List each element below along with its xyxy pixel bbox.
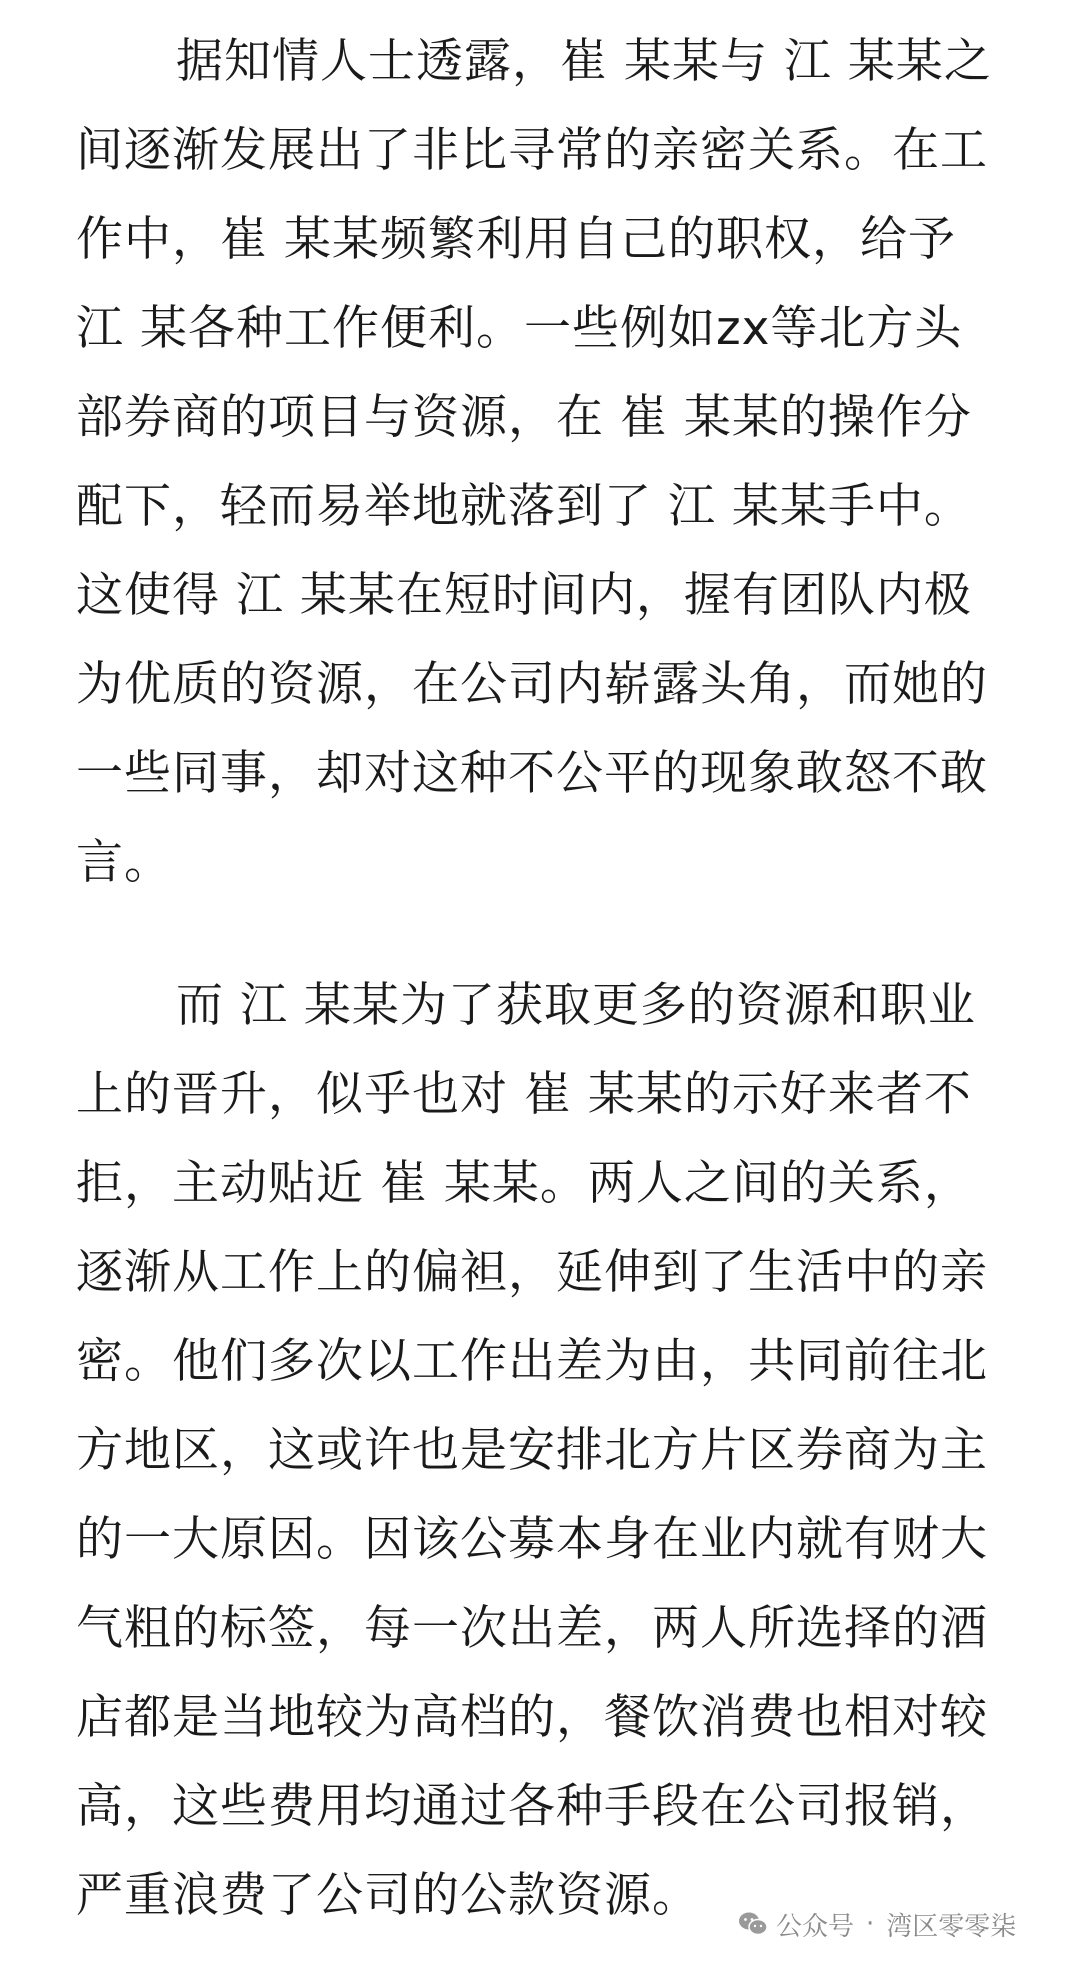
wechat-icon xyxy=(738,1911,768,1937)
text-line: 而 江 某某为了获取更多的资源和职业 xyxy=(176,978,976,1033)
text-line: 的一大原因。因该公募本身在业内就有财大 xyxy=(76,1512,988,1567)
text-line: 上的晋升，似乎也对 崔 某某的示好来者不 xyxy=(76,1067,972,1122)
text-line: 逐渐从工作上的偏袒，延伸到了生活中的亲 xyxy=(76,1245,988,1300)
text-line: 严重浪费了公司的公款资源。 xyxy=(76,1868,700,1923)
text-line: 部券商的项目与资源，在 崔 某某的操作分 xyxy=(76,390,972,445)
text-line: 间逐渐发展出了非比寻常的亲密关系。在工 xyxy=(76,123,988,178)
watermark-account: 湾区零零柒 xyxy=(886,1911,1017,1942)
text-line: 配下，轻而易举地就落到了 江 某某手中。 xyxy=(76,479,972,534)
text-line: 拒，主动贴近 崔 某某。两人之间的关系， xyxy=(76,1156,972,1211)
text-line: 一些同事，却对这种不公平的现象敢怒不敢 xyxy=(76,746,988,801)
text-line: 据知情人士透露，崔 某某与 江 某某之 xyxy=(176,34,992,89)
watermark-separator: · xyxy=(866,1909,875,1939)
text-line: 为优质的资源，在公司内崭露头角，而她的 xyxy=(76,657,988,712)
paragraph-2 xyxy=(76,961,1016,1940)
text-line: 气粗的标签，每一次出差，两人所选择的酒 xyxy=(76,1601,988,1656)
text-line: 言。 xyxy=(76,835,172,890)
text-line: 密。他们多次以工作出差为由，共同前往北 xyxy=(76,1334,988,1389)
text-line: 店都是当地较为高档的，餐饮消费也相对较 xyxy=(76,1690,988,1745)
text-line: 作中，崔 某某频繁利用自己的职权，给予 xyxy=(76,212,956,267)
watermark-label: 公众号 xyxy=(776,1911,855,1942)
text-line: 方地区，这或许也是安排北方片区券商为主 xyxy=(76,1423,988,1478)
text-line: 江 某各种工作便利。一些例如zx等北方头 xyxy=(76,301,963,356)
text-line: 高，这些费用均通过各种手段在公司报销， xyxy=(76,1779,988,1834)
text-line: 这使得 江 某某在短时间内，握有团队内极 xyxy=(76,568,972,623)
paragraph-1 xyxy=(76,17,1016,907)
wechat-watermark xyxy=(738,1900,1016,1948)
